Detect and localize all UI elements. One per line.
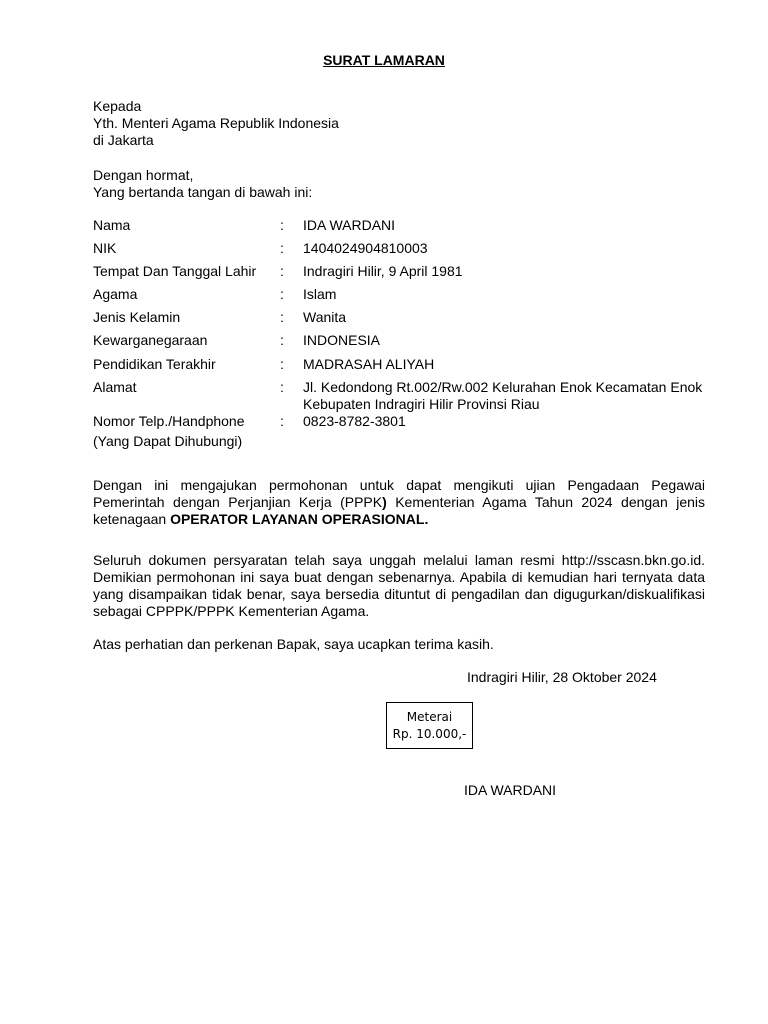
paragraph-bold-paren: ) [382,494,387,510]
field-label: Agama [93,286,138,302]
field-colon: : [280,356,284,372]
closing-paragraph: Atas perhatian dan perkenan Bapak, saya ucapkan terima kasih. [93,636,494,652]
position-name: OPERATOR LAYANAN OPERASIONAL. [170,511,429,527]
meterai-stamp-box [386,702,473,749]
stamp-line-2: Rp. 10.000,- [392,727,467,741]
place-date: Indragiri Hilir, 28 Oktober 2024 [467,669,657,685]
greeting-block [93,167,713,201]
field-colon: : [280,240,284,256]
field-label: Alamat [93,379,137,395]
field-colon: : [280,332,284,348]
field-value: Islam [303,286,337,302]
signer-name: IDA WARDANI [464,782,557,798]
field-colon: : [280,379,284,395]
field-colon: : [280,263,284,279]
application-paragraph [93,477,705,528]
greeting-line-2: Yang bertanda tangan di bawah ini: [93,184,313,200]
greeting-line-1: Dengan hormat, [93,167,194,183]
recipient-line-3: di Jakarta [93,132,154,148]
field-label: Nomor Telp./Handphone [93,413,245,429]
field-label: Jenis Kelamin [93,309,181,325]
field-label: Pendidikan Terakhir [93,356,216,372]
field-colon: : [280,217,284,233]
field-value: INDONESIA [303,332,381,348]
recipient-line-1: Kepada [93,98,142,114]
field-value: Jl. Kedondong Rt.002/Rw.002 Kelurahan Enok Kecamatan Enok Kebupaten Indragiri Hilir Provinsi Riau [303,379,703,412]
field-label: Tempat Dan Tanggal Lahir [93,263,257,279]
field-value: 1404024904810003 [303,240,428,256]
field-value: IDA WARDANI [303,217,396,233]
field-colon: : [280,286,284,302]
field-label: Kewarganegaraan [93,332,208,348]
letter-title: SURAT LAMARAN [323,52,445,68]
field-label: NIK [93,240,117,256]
stamp-line-1: Meterai [406,710,453,724]
field-sublabel: (Yang Dapat Dihubungi) [93,433,243,449]
paragraph-text: Kementerian Agama Tahun 2024 dengan jenis ketenagaan [93,494,705,527]
paragraph-text: Dengan ini mengajukan permohonan untuk dapat mengikuti ujian Pengadaan Pegawai Pemerintah dengan Perjanjian Kerja (PPPK [93,477,705,510]
field-colon: : [280,413,284,429]
field-value: MADRASAH ALIYAH [303,356,435,372]
recipient-line-2: Yth. Menteri Agama Republik Indonesia [93,115,339,131]
field-value: Wanita [303,309,347,325]
field-colon: : [280,309,284,325]
field-value: 0823-8782-3801 [303,413,406,429]
field-value: Indragiri Hilir, 9 April 1981 [303,263,463,279]
field-label: Nama [93,217,131,233]
statement-paragraph: Seluruh dokumen persyaratan telah saya unggah melalui laman resmi http://sscasn.bkn.go.id. Demikian permohonan ini saya buat dengan sebenarnya. Apabila di kemudian hari ternyata data yang disampaikan tidak benar, saya bersedia dituntut di pengadilan dan digugurkan/diskualifikasi sebagai CPPPK/PPPK Kementerian Agama. [93,552,705,619]
recipient-block [93,98,713,149]
